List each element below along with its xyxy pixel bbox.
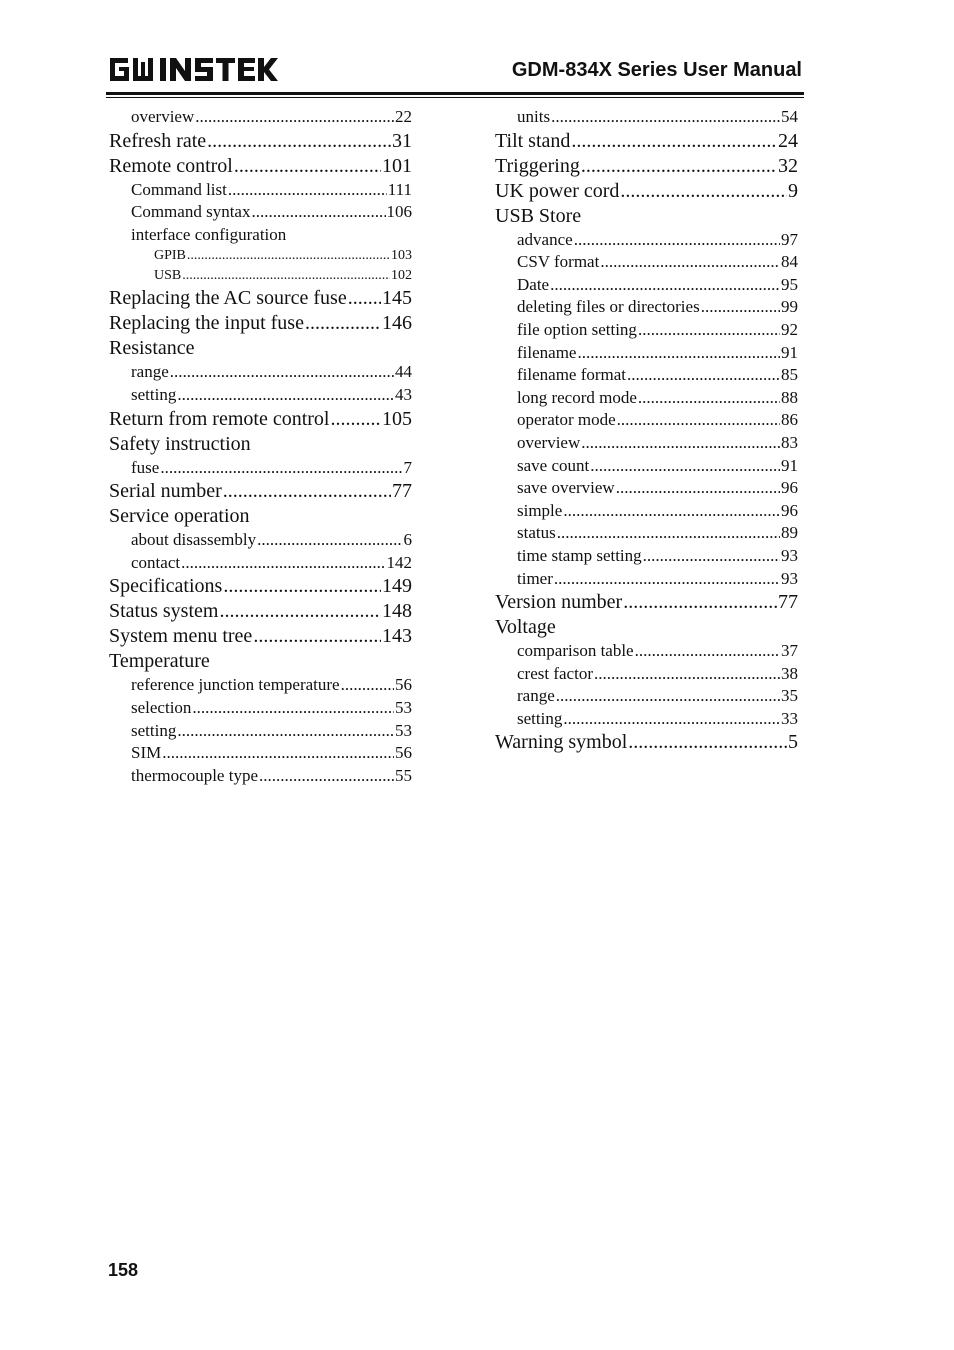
dot-leader bbox=[223, 574, 381, 599]
index-entry-page: 92 bbox=[781, 319, 798, 339]
dot-leader bbox=[574, 229, 780, 252]
index-entry-page: 32 bbox=[778, 154, 798, 177]
index-entry-label: setting bbox=[517, 708, 563, 728]
index-entry-label: Refresh rate bbox=[109, 129, 207, 152]
index-entry bbox=[109, 529, 412, 552]
index-entry bbox=[109, 432, 412, 457]
dot-leader bbox=[207, 129, 391, 154]
index-entry bbox=[495, 432, 798, 455]
index-entry-label: timer bbox=[517, 568, 553, 588]
index-entry-label: fuse bbox=[131, 457, 160, 477]
dot-leader bbox=[341, 674, 394, 697]
index-entry-page: 99 bbox=[781, 297, 798, 317]
index-entry-label: Tilt stand bbox=[495, 129, 571, 152]
index-entry bbox=[495, 319, 798, 342]
index-entry-label: filename bbox=[517, 342, 577, 362]
index-entry bbox=[109, 720, 412, 743]
index-entry bbox=[495, 685, 798, 708]
index-entry-page: 53 bbox=[395, 720, 412, 740]
index-entry-page: 6 bbox=[403, 530, 412, 550]
index-entry bbox=[495, 730, 798, 755]
dot-leader bbox=[623, 590, 777, 615]
index-entry bbox=[495, 500, 798, 523]
index-entry-label: Command syntax bbox=[131, 202, 251, 222]
index-entry-page: 37 bbox=[781, 641, 798, 661]
index-entry-label: CSV format bbox=[517, 252, 600, 272]
index-entry bbox=[109, 479, 412, 504]
index-entry-page: 53 bbox=[395, 697, 412, 717]
header-rule-thin bbox=[106, 97, 804, 98]
index-entry-page: 102 bbox=[391, 268, 412, 284]
index-entry-label: Serial number bbox=[109, 480, 222, 503]
index-entry bbox=[109, 599, 412, 624]
index-entry-label: about disassembly bbox=[131, 530, 257, 550]
index-entry-page: 7 bbox=[403, 457, 412, 477]
dot-leader bbox=[554, 568, 780, 591]
index-entry-label: Specifications bbox=[109, 575, 223, 598]
index-entry-label: Resistance bbox=[109, 337, 195, 360]
dot-leader bbox=[195, 106, 394, 129]
dot-leader bbox=[638, 387, 780, 410]
dot-leader bbox=[617, 409, 780, 432]
index-entry bbox=[495, 640, 798, 663]
index-entry-label: range bbox=[517, 686, 555, 706]
index-entry bbox=[495, 129, 798, 154]
dot-leader bbox=[557, 522, 780, 545]
index-column-left bbox=[109, 106, 412, 787]
index-entry-page: 103 bbox=[391, 248, 412, 264]
index-entry-label: USB Store bbox=[495, 204, 582, 227]
dot-leader bbox=[556, 685, 780, 708]
index-entry bbox=[495, 545, 798, 568]
index-entry bbox=[495, 590, 798, 615]
index-entry-page: 97 bbox=[781, 229, 798, 249]
dot-leader bbox=[219, 599, 381, 624]
index-entry bbox=[109, 246, 412, 266]
dot-leader bbox=[600, 251, 780, 274]
index-entry-label: Triggering bbox=[495, 154, 580, 177]
index-entry-label: USB bbox=[154, 268, 182, 284]
index-entry-page: 86 bbox=[781, 410, 798, 430]
index-entry-page: 96 bbox=[781, 478, 798, 498]
dot-leader bbox=[162, 742, 394, 765]
dot-leader bbox=[581, 432, 780, 455]
index-entry bbox=[495, 204, 798, 229]
index-entry bbox=[495, 409, 798, 432]
dot-leader bbox=[170, 361, 394, 384]
index-entry-page: 83 bbox=[781, 432, 798, 452]
dot-leader bbox=[251, 201, 385, 224]
index-entry-label: Version number bbox=[495, 591, 623, 614]
index-entry-label: overview bbox=[131, 107, 195, 126]
dot-leader bbox=[234, 154, 381, 179]
index-entry-label: Status system bbox=[109, 600, 219, 623]
index-entry-page: 105 bbox=[382, 407, 412, 430]
dot-leader bbox=[635, 640, 780, 663]
index-entry-page: 33 bbox=[781, 708, 798, 728]
dot-leader bbox=[257, 529, 402, 552]
index-entry bbox=[495, 615, 798, 640]
index-entry-label: SIM bbox=[131, 743, 162, 763]
index-entry bbox=[495, 708, 798, 731]
index-entry bbox=[109, 336, 412, 361]
index-entry-page: 22 bbox=[395, 107, 412, 126]
index-entry-label: save overview bbox=[517, 478, 615, 498]
index-entry-page: 77 bbox=[778, 591, 798, 614]
index-entry bbox=[109, 574, 412, 599]
index-entry-page: 56 bbox=[395, 675, 412, 695]
index-entry bbox=[495, 106, 798, 129]
index-entry-page: 142 bbox=[386, 552, 412, 572]
index-entry bbox=[109, 742, 412, 765]
index-entry bbox=[495, 154, 798, 179]
dot-leader bbox=[177, 720, 394, 743]
dot-leader bbox=[581, 154, 777, 179]
manual-title: GDM-834X Series User Manual bbox=[511, 59, 802, 81]
index-entry-label: System menu tree bbox=[109, 625, 253, 648]
index-entry bbox=[495, 568, 798, 591]
index-entry-label: Replacing the input fuse bbox=[109, 312, 304, 335]
index-entry-page: 88 bbox=[781, 387, 798, 407]
index-entry-label: deleting files or directories bbox=[517, 297, 700, 317]
index-entry-label: time stamp setting bbox=[517, 545, 642, 565]
dot-leader bbox=[627, 364, 780, 387]
index-entry-label: setting bbox=[131, 720, 177, 740]
index-entry-page: 149 bbox=[382, 575, 412, 598]
index-entry bbox=[495, 364, 798, 387]
index-entry-page: 96 bbox=[781, 500, 798, 520]
index-entry bbox=[109, 384, 412, 407]
dot-leader bbox=[192, 697, 394, 720]
index-entry-page: 111 bbox=[387, 179, 412, 199]
dot-leader bbox=[305, 311, 381, 336]
dot-leader bbox=[701, 296, 780, 319]
index-entry-label: thermocouple type bbox=[131, 765, 258, 785]
dot-leader bbox=[253, 624, 381, 649]
index-entry-page: 89 bbox=[781, 523, 798, 543]
dot-leader bbox=[563, 500, 780, 523]
index-entry bbox=[109, 504, 412, 529]
index-entry bbox=[495, 251, 798, 274]
index-entry-page: 55 bbox=[395, 765, 412, 785]
index-entry bbox=[495, 522, 798, 545]
index-entry-page: 101 bbox=[382, 154, 412, 177]
dot-leader bbox=[187, 246, 390, 266]
index-entry bbox=[109, 361, 412, 384]
index-entry-page: 95 bbox=[781, 274, 798, 294]
index-entry bbox=[109, 457, 412, 480]
index-entry bbox=[109, 765, 412, 788]
dot-leader bbox=[620, 179, 787, 204]
index-entry bbox=[495, 663, 798, 686]
index-entry-label: Voltage bbox=[495, 616, 556, 639]
dot-leader bbox=[181, 552, 385, 575]
index-entry-page: 31 bbox=[392, 129, 412, 152]
index-entry-label: save count bbox=[517, 455, 590, 475]
index-entry bbox=[109, 649, 412, 674]
index-entry-label: reference junction temperature bbox=[131, 675, 340, 695]
index-entry-page: 44 bbox=[395, 362, 412, 382]
index-entry-label: range bbox=[131, 362, 169, 382]
index-entry-page: 148 bbox=[382, 600, 412, 623]
index-entry-page: 24 bbox=[778, 129, 798, 152]
index-entry-label: selection bbox=[131, 697, 192, 717]
index-entry bbox=[109, 154, 412, 179]
index-entry-label: GPIB bbox=[154, 248, 186, 264]
dot-leader bbox=[259, 765, 394, 788]
index-entry-page: 145 bbox=[382, 287, 412, 310]
index-entry-label: overview bbox=[517, 432, 581, 452]
index-entry-label: Warning symbol bbox=[495, 731, 628, 754]
dot-leader bbox=[590, 455, 780, 478]
index-entry-label: simple bbox=[517, 500, 563, 520]
index-entry-page: 77 bbox=[392, 480, 412, 503]
dot-leader bbox=[550, 274, 780, 297]
index-entry-label: long record mode bbox=[517, 387, 637, 407]
index-entry-page: 35 bbox=[781, 686, 798, 706]
index-entry-label: Safety instruction bbox=[109, 432, 251, 455]
index-entry-page: 91 bbox=[781, 455, 798, 475]
index-entry-label: comparison table bbox=[517, 641, 634, 661]
index-entry-page: 146 bbox=[382, 312, 412, 335]
page-number: 158 bbox=[108, 1260, 139, 1280]
index-entry bbox=[495, 296, 798, 319]
index-entry bbox=[109, 129, 412, 154]
index-entry bbox=[109, 674, 412, 697]
index-entry-label: status bbox=[517, 523, 556, 543]
index-entry-page: 85 bbox=[781, 365, 798, 385]
index-entry bbox=[495, 387, 798, 410]
index-entry bbox=[495, 179, 798, 204]
index-entry-label: Remote control bbox=[109, 154, 233, 177]
index-entry-page: 106 bbox=[386, 202, 412, 222]
index-entry bbox=[109, 286, 412, 311]
index-column-right bbox=[495, 106, 798, 755]
index-entry bbox=[109, 266, 412, 286]
dot-leader bbox=[594, 663, 780, 686]
index-entry-page: 5 bbox=[788, 731, 798, 754]
index-entry-label: filename format bbox=[517, 365, 627, 385]
dot-leader bbox=[331, 407, 382, 432]
index-entry bbox=[109, 311, 412, 336]
dot-leader bbox=[577, 342, 780, 365]
index-entry-label: setting bbox=[131, 384, 177, 404]
index-entry-label: Replacing the AC source fuse bbox=[109, 287, 347, 310]
index-entry bbox=[109, 201, 412, 224]
index-entry bbox=[495, 229, 798, 252]
dot-leader bbox=[223, 479, 391, 504]
index-entry bbox=[109, 407, 412, 432]
index-entry bbox=[109, 552, 412, 575]
index-entry-page: 93 bbox=[781, 545, 798, 565]
index-entry-page: 91 bbox=[781, 342, 798, 362]
index-entry-label: file option setting bbox=[517, 319, 637, 339]
dot-leader bbox=[563, 708, 780, 731]
index-entry bbox=[109, 624, 412, 649]
index-entry-label: contact bbox=[131, 552, 181, 572]
index-entry-label: UK power cord bbox=[495, 179, 620, 202]
index-entry-label: units bbox=[517, 107, 551, 126]
index-entry-label: Date bbox=[517, 274, 550, 294]
index-entry-label: advance bbox=[517, 229, 573, 249]
index-entry-label: Return from remote control bbox=[109, 407, 330, 430]
index-entry bbox=[109, 179, 412, 202]
index-entry-page: 56 bbox=[395, 743, 412, 763]
index-entry-page: 43 bbox=[395, 384, 412, 404]
dot-leader bbox=[628, 730, 787, 755]
dot-leader bbox=[182, 266, 390, 286]
index-entry bbox=[495, 342, 798, 365]
dot-leader bbox=[638, 319, 780, 342]
index-entry-page: 9 bbox=[788, 179, 798, 202]
dot-leader bbox=[160, 457, 402, 480]
index-entry-label: operator mode bbox=[517, 410, 616, 430]
index-entry-label: Temperature bbox=[109, 650, 210, 673]
header-rule bbox=[106, 92, 804, 95]
index-entry-label: Command list bbox=[131, 179, 227, 199]
index-entry bbox=[109, 697, 412, 720]
index-entry bbox=[495, 274, 798, 297]
index-entry-page: 143 bbox=[382, 625, 412, 648]
dot-leader bbox=[348, 286, 381, 311]
index-entry-page: 38 bbox=[781, 663, 798, 683]
index-entry bbox=[109, 106, 412, 129]
gw-instek-logo-icon bbox=[108, 52, 278, 86]
index-entry bbox=[495, 477, 798, 500]
index-entry bbox=[495, 455, 798, 478]
dot-leader bbox=[177, 384, 394, 407]
index-entry bbox=[109, 224, 412, 247]
dot-leader bbox=[551, 106, 780, 129]
index-entry-label: interface configuration bbox=[131, 224, 287, 244]
index-entry-page: 54 bbox=[781, 107, 798, 126]
dot-leader bbox=[571, 129, 777, 154]
index-entry-label: crest factor bbox=[517, 663, 593, 683]
index-entry-page: 93 bbox=[781, 568, 798, 588]
dot-leader bbox=[616, 477, 780, 500]
index-entry-label: Service operation bbox=[109, 505, 250, 528]
dot-leader bbox=[228, 179, 387, 202]
dot-leader bbox=[643, 545, 780, 568]
index-entry-page: 84 bbox=[781, 252, 798, 272]
